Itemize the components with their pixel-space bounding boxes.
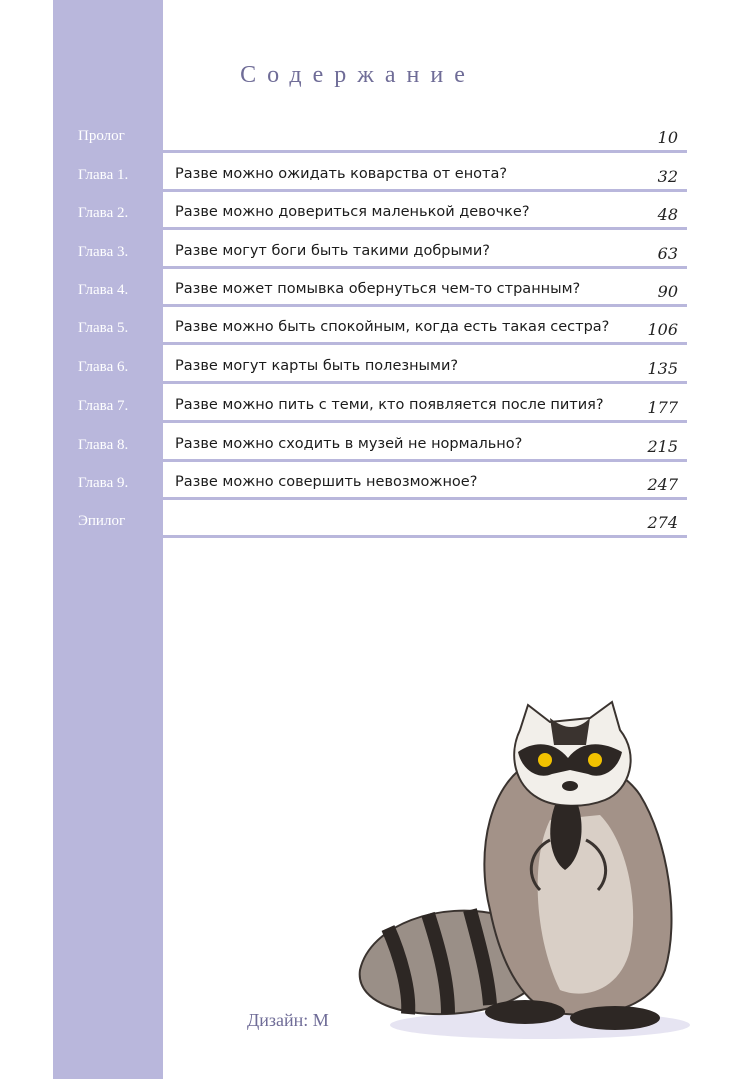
raccoon-head (514, 702, 630, 806)
toc-entry-title: Разве могут боги быть такими добрыми? (175, 243, 490, 259)
toc-entry-chapter-2[interactable] (0, 199, 730, 237)
toc-entry-label: Глава 1. (78, 167, 129, 183)
toc-divider (163, 266, 687, 269)
toc-entry-chapter-3[interactable] (0, 238, 730, 276)
toc-divider (163, 342, 687, 345)
toc-entry-page: 247 (647, 475, 678, 494)
toc-entry-chapter-9[interactable] (0, 469, 730, 507)
toc-entry-label: Глава 8. (78, 437, 129, 453)
toc-divider (163, 381, 687, 384)
toc-entry-title: Разве может помывка обернуться чем-то странным? (175, 281, 581, 297)
toc-entry-chapter-7[interactable] (0, 392, 730, 430)
toc-entry-label: Пролог (78, 128, 125, 144)
toc-entry-title: Разве можно ожидать коварства от енота? (175, 166, 508, 182)
toc-entry-prologue[interactable] (0, 122, 730, 160)
toc-entry-page: 48 (657, 205, 678, 224)
toc-entry-label: Глава 6. (78, 359, 129, 375)
toc-entry-chapter-6[interactable] (0, 353, 730, 391)
toc-divider (163, 150, 687, 153)
raccoon-illustration (350, 700, 710, 1050)
toc-entry-page: 10 (657, 128, 678, 147)
toc-divider (163, 227, 687, 230)
toc-entry-label: Эпилог (78, 513, 126, 529)
toc-entry-label: Глава 4. (78, 282, 129, 298)
toc-entry-chapter-1[interactable] (0, 161, 730, 199)
toc-entry-page: 90 (657, 282, 678, 301)
toc-entry-title: Разве могут карты быть полезными? (175, 358, 459, 374)
toc-entry-label: Глава 7. (78, 398, 129, 414)
toc-divider (163, 535, 687, 538)
toc-entry-page: 274 (647, 513, 678, 532)
toc-entry-chapter-4[interactable] (0, 276, 730, 314)
toc-entry-page: 63 (657, 244, 678, 263)
toc-entry-title: Разве можно быть спокойным, когда есть такая сестра? (175, 319, 610, 335)
toc-divider (163, 189, 687, 192)
toc-divider (163, 459, 687, 462)
toc-entry-chapter-5[interactable] (0, 314, 730, 352)
toc-entry-epilogue[interactable] (0, 507, 730, 545)
toc-entry-title: Разве можно совершить невозможное? (175, 474, 478, 490)
toc-divider (163, 304, 687, 307)
toc-divider (163, 420, 687, 423)
toc-entry-label: Глава 5. (78, 320, 129, 336)
toc-entry-page: 215 (647, 437, 678, 456)
toc-entry-label: Глава 2. (78, 205, 129, 221)
page-title: Содержание (240, 62, 476, 88)
toc-divider (163, 497, 687, 500)
toc-entry-chapter-8[interactable] (0, 431, 730, 469)
toc-entry-page: 135 (647, 359, 678, 378)
toc-entry-page: 106 (647, 320, 678, 339)
toc-entry-title: Разве можно пить с теми, кто появляется после пития? (175, 397, 604, 413)
toc-entry-label: Глава 3. (78, 244, 129, 260)
toc-entry-title: Разве можно довериться маленькой девочке? (175, 204, 530, 220)
toc-entry-page: 177 (647, 398, 678, 417)
toc-entry-label: Глава 9. (78, 475, 129, 491)
toc-entry-page: 32 (657, 167, 678, 186)
toc-entry-title: Разве можно сходить в музей не нормально? (175, 436, 523, 452)
design-credit: Дизайн: М (247, 1010, 329, 1030)
